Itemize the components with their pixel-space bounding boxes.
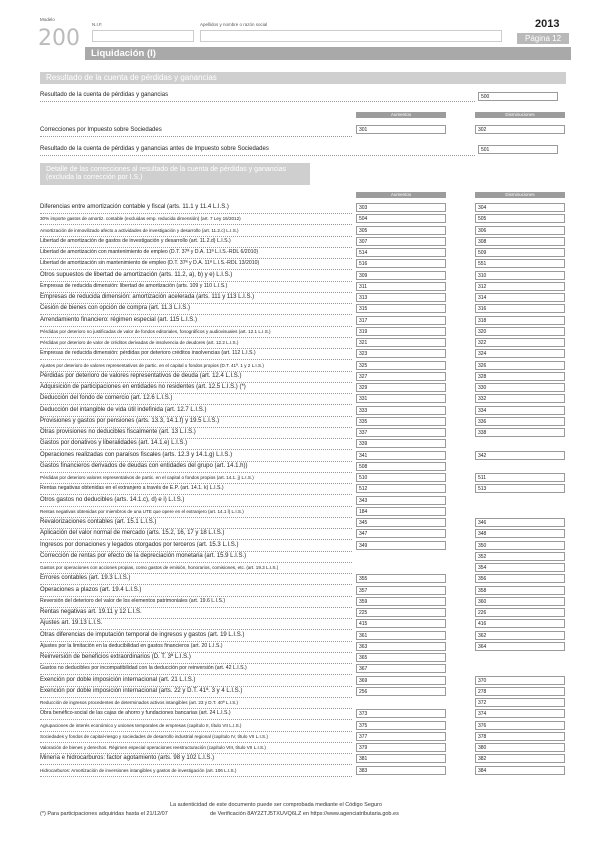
box-disminuciones-304[interactable]: 304 [475, 203, 565, 212]
box-aumentos-508[interactable]: 508 [356, 462, 446, 471]
page-badge: Página 12 [517, 33, 569, 44]
box-aumentos-363[interactable]: 363 [356, 642, 446, 651]
box-aumentos-329[interactable]: 329 [356, 383, 446, 392]
box-aumentos-184[interactable]: 184 [356, 507, 446, 516]
box-aumentos-516[interactable]: 516 [356, 259, 446, 268]
box-aumentos-504[interactable]: 504 [356, 214, 446, 223]
box-disminuciones-342[interactable]: 342 [475, 451, 565, 460]
box-disminuciones-316[interactable]: 316 [475, 304, 565, 313]
detail-row-label: Otros supuestos de libertad de amortización (arts. 11.2, a), b) y e) L.I.S.) [40, 270, 352, 282]
detail-row-label: 30% importe gastos de amortiz. contable (excluidas emp. reducida dimensión) (art. 7 Ley 16/2012) [40, 213, 352, 225]
box-disminuciones-362[interactable]: 362 [475, 631, 565, 640]
detail-row-label: Cesión de bienes con opción de compra (art. 11.3 L.I.S.) [40, 303, 352, 315]
detail-row-label: Amortización de inmovilizado afecto a actividades de investigación y desarrollo (art. 11.2.c) L.I.S.) [40, 225, 352, 237]
box-aumentos-341[interactable]: 341 [356, 451, 446, 460]
box-disminuciones-310[interactable]: 310 [475, 271, 565, 280]
model-label: Modelo [40, 17, 55, 22]
detail-row-label: Libertad de amortización con mantenimiento de empleo (D.T. 37ª y D.A. 11ª L.I.S.-RDL 6/2010) [40, 247, 352, 259]
box-aumentos-383[interactable]: 383 [356, 766, 446, 775]
box-disminuciones-511[interactable]: 511 [475, 473, 565, 482]
detail-row-label: Rentas negativas obtenidas por miembros de una UTE que opere en el extranjero (art. 14.1 l) L.I.S.) [40, 506, 352, 518]
detail-row-label: Adquisición de participaciones en entidades no residentes (art. 12.5 L.I.S.) (*) [40, 382, 352, 394]
box-aumentos-256[interactable]: 256 [356, 687, 446, 696]
box-aumentos-333[interactable]: 333 [356, 406, 446, 415]
box-aumentos-335[interactable]: 335 [356, 417, 446, 426]
box-aumentos-415[interactable]: 415 [356, 619, 446, 628]
detail-row-label: Gastos por operaciones con acciones propias, como gastos de emisión, honorarios, comisiones, etc. (art. 19.3 L.I.S.) [40, 562, 352, 574]
box-disminuciones-370[interactable]: 370 [475, 676, 565, 685]
detail-row-label: Exención por doble imposición internacional (art. 21 L.I.S.) [40, 675, 352, 687]
row-before-tax: Resultado de la cuenta de pérdidas y ganancias antes de Impuesto sobre Sociedades [40, 144, 475, 156]
detail-row-label: Empresas de reducida dimensión: pérdidas por deterioro créditos insolvencias (art. 112 L.I.S.) [40, 348, 352, 360]
detail-row-label: Gastos por donativos y liberalidades (art. 14.1.e) L.I.S.) [40, 438, 352, 450]
box-aumentos-377[interactable]: 377 [356, 732, 446, 741]
box-disminuciones-505[interactable]: 505 [475, 214, 565, 223]
box-aumentos-359[interactable]: 359 [356, 597, 446, 606]
box-aumentos-319[interactable]: 319 [356, 327, 446, 336]
detail-row-label: Pérdidas por deterioro de valor de créditos derivadas de insolvencia de deudores (art. 12.2 L.I.S.) [40, 337, 352, 349]
box-disminuciones-318[interactable]: 318 [475, 316, 565, 325]
box-disminuciones-322[interactable]: 322 [475, 338, 565, 347]
detail-row-label: Agrupaciones de interés económico y uniones temporales de empresas (capítulo II, título VII L.I.S.) [40, 720, 352, 732]
box-aumentos-343[interactable]: 343 [356, 496, 446, 505]
box-aumentos-367[interactable]: 367 [356, 664, 446, 673]
detail-row-label: Valoración de bienes y derechos. Régimen especial operaciones reestructuración (capítulo VIII, título VII L.I.S.) [40, 742, 352, 754]
box-disminuciones-314[interactable]: 314 [475, 293, 565, 302]
box-disminuciones-306[interactable]: 306 [475, 226, 565, 235]
detail-row-label: Rentas negativas art. 19.11 y 12 L.I.S. [40, 607, 352, 619]
row-correcciones: Correcciones por Impuesto sobre Sociedades [40, 125, 352, 137]
box-aumentos-375[interactable]: 375 [356, 721, 446, 730]
detail-row-label: Gastos financieros derivados de deudas con entidades del grupo (art. 14.1.h)) [40, 461, 352, 473]
box-aumentos-369[interactable]: 369 [356, 676, 446, 685]
box-disminuciones-360[interactable]: 360 [475, 597, 565, 606]
box-aumentos-323[interactable]: 323 [356, 349, 446, 358]
box-disminuciones-513[interactable]: 513 [475, 484, 565, 493]
box-aumentos-365[interactable]: 365 [356, 653, 446, 662]
detail-row-label: Libertad de amortización sin mantenimiento de empleo (D.T. 37ª y D.A. 11ª L.I.S.-RDL 13/2010) [40, 258, 352, 270]
detail-row-label: Libertad de amortización de gastos de investigación y desarrollo (art. 11.2.d) L.I.S.) [40, 236, 352, 248]
name-label: Apellidos y nombre o razón social [200, 22, 268, 27]
box-500[interactable]: 500 [478, 92, 558, 101]
box-aumentos-307[interactable]: 307 [356, 237, 446, 246]
box-aumentos-317[interactable]: 317 [356, 316, 446, 325]
col-aumentos-2: Aumentos [356, 192, 446, 198]
box-disminuciones-348[interactable]: 348 [475, 529, 565, 538]
section2-title: Detalle de las correcciones al resultado de la cuenta de pérdidas y ganancias (excluida la corrección por I.S.) [40, 163, 310, 185]
box-disminuciones-382[interactable]: 382 [475, 754, 565, 763]
detail-row-label: Pérdidas por deterioro no justificadas de valor de fondos editoriales, fonográficos y audiovisuales (art. 12.1 L.I.S.) [40, 326, 352, 338]
detail-row-label: Operaciones realizadas con paraísos fiscales (arts. 12.3 y 14.1.g) L.I.S.) [40, 450, 352, 462]
box-302[interactable]: 302 [475, 125, 565, 134]
box-aumentos-339[interactable]: 339 [356, 439, 446, 448]
box-aumentos-315[interactable]: 315 [356, 304, 446, 313]
box-aumentos-361[interactable]: 361 [356, 631, 446, 640]
box-aumentos-510[interactable]: 510 [356, 473, 446, 482]
box-disminuciones-326[interactable]: 326 [475, 361, 565, 370]
name-field[interactable] [200, 30, 502, 42]
col-aumentos-1: Aumentos [356, 112, 446, 118]
detail-row-label: Empresas de reducida dimensión: amortización acelerada (arts. 111 y 113 L.I.S.) [40, 292, 352, 304]
box-aumentos-331[interactable]: 331 [356, 394, 446, 403]
detail-row-label: Gastos no deducibles por incompatibilidad con la deducción por reinversión (art. 42 L.I.S.) [40, 663, 352, 675]
box-aumentos-337[interactable]: 337 [356, 428, 446, 437]
box-aumentos-514[interactable]: 514 [356, 248, 446, 257]
detail-row-label: Otras provisiones no deducibles fiscalmente (art. 13 L.I.S.) [40, 427, 352, 439]
detail-row-label: Sociedades y fondos de capital-riesgo y sociedades de desarrollo industrial regional (capítulo IV, título VII L.I.S.) [40, 731, 352, 743]
col-disminuciones-2: Disminuciones [475, 192, 565, 198]
box-aumentos-313[interactable]: 313 [356, 293, 446, 302]
row-resultado: Resultado de la cuenta de pérdidas y ganancias [40, 90, 475, 102]
box-disminuciones-336[interactable]: 336 [475, 417, 565, 426]
box-disminuciones-358[interactable]: 358 [475, 586, 565, 595]
box-disminuciones-372[interactable]: 372 [475, 698, 565, 707]
box-disminuciones-354[interactable]: 354 [475, 563, 565, 572]
box-aumentos-381[interactable]: 381 [356, 754, 446, 763]
detail-row-label: Ajustes por la limitación en la deducibilidad en gastos financieros (art. 20 L.I.S.) [40, 641, 352, 653]
detail-row-label: Deducción del fondo de comercio (art. 12.6 L.I.S.) [40, 393, 352, 405]
detail-row-label: Otros gastos no deducibles (arts. 14.1.c), d) e i) L.I.S.) [40, 495, 352, 507]
nif-label: N.I.F. [92, 22, 103, 27]
box-disminuciones-364[interactable]: 364 [475, 642, 565, 651]
box-disminuciones-346[interactable]: 346 [475, 518, 565, 527]
detail-row-label: Reducción de ingresos procedentes de determinados activos intangibles (art. 23 y D.T. 40ª L.I.S.) [40, 697, 352, 709]
box-disminuciones-308[interactable]: 308 [475, 237, 565, 246]
box-disminuciones-509[interactable]: 509 [475, 248, 565, 257]
box-aumentos-309[interactable]: 309 [356, 271, 446, 280]
box-aumentos-305[interactable]: 305 [356, 226, 446, 235]
box-aumentos-311[interactable]: 311 [356, 282, 446, 291]
box-disminuciones-338[interactable]: 338 [475, 428, 565, 437]
box-disminuciones-324[interactable]: 324 [475, 349, 565, 358]
detail-row-label: Reversión del deterioro del valor de los elementos patrimoniales (art. 19.6 L.I.S.) [40, 596, 352, 608]
detail-row-label: Hidrocarburos: Amortización de inversiones intangibles y gastos de investigación (art. 106 L.I.S.) [40, 765, 352, 777]
detail-row-label: Ajustes por deterioro de valores representativos de partic. en el capital o fondos propios (D.T. 41ª. 1 y 2 L.I.S.) [40, 360, 352, 372]
detail-row-label: Diferencias entre amortización contable y fiscal (arts. 11.1 y 11.4 L.I.S.) [40, 202, 352, 214]
box-aumentos-303[interactable]: 303 [356, 203, 446, 212]
box-aumentos-225[interactable]: 225 [356, 608, 446, 617]
section1-title: Resultado de la cuenta de pérdidas y ganancias [40, 72, 566, 84]
footer-verify: de Verificación 8AY2ZTJ5TXUVQ6LZ en https://www.agenciatributaria.gob.es [210, 811, 399, 817]
detail-row-label: Pérdidas por deterioro valores representativos de partic. en el capital o fondos propios (art. 14.1. j) L.I.S.) [40, 472, 352, 484]
detail-row-label: Deducción del intangible de vida útil indefinida (art. 12.7 L.I.S.) [40, 405, 352, 417]
box-aumentos-373[interactable]: 373 [356, 709, 446, 718]
detail-row-label: Reinversión de beneficios extraordinarios (D. T. 3ª L.I.S.) [40, 652, 352, 664]
box-disminuciones-226[interactable]: 226 [475, 608, 565, 617]
detail-row-label: Operaciones a plazos (art. 19.4 L.I.S.) [40, 585, 352, 597]
box-disminuciones-374[interactable]: 374 [475, 709, 565, 718]
detail-row-label: Corrección de rentas por efecto de la depreciación monetaria (art. 15.9 L.I.S.) [40, 551, 352, 563]
box-disminuciones-328[interactable]: 328 [475, 372, 565, 381]
box-disminuciones-378[interactable]: 378 [475, 732, 565, 741]
box-aumentos-355[interactable]: 355 [356, 574, 446, 583]
box-disminuciones-356[interactable]: 356 [475, 574, 565, 583]
detail-row-label: Ajustes art. 19.13 L.I.S. [40, 618, 352, 630]
box-301[interactable]: 301 [356, 125, 446, 134]
box-aumentos-512[interactable]: 512 [356, 484, 446, 493]
box-disminuciones-334[interactable]: 334 [475, 406, 565, 415]
detail-row-label: Otras diferencias de imputación temporal de ingresos y gastos (art. 19 L.I.S.) [40, 630, 352, 642]
box-disminuciones-416[interactable]: 416 [475, 619, 565, 628]
box-disminuciones-376[interactable]: 376 [475, 721, 565, 730]
detail-row-label: Errores contables (art. 19.3 L.I.S.) [40, 573, 352, 585]
box-aumentos-327[interactable]: 327 [356, 372, 446, 381]
detail-row-label: Rentas negativas obtenidas en el extranjero a través de E.P. (art. 14.1. k) L.I.S.) [40, 483, 352, 495]
box-disminuciones-320[interactable]: 320 [475, 327, 565, 336]
box-501[interactable]: 501 [478, 145, 558, 154]
detail-row-label: Arrendamiento financiero: régimen especial (art. 115 L.I.S.) [40, 315, 352, 327]
box-disminuciones-332[interactable]: 332 [475, 394, 565, 403]
model-number: 200 [38, 26, 80, 51]
box-disminuciones-384[interactable]: 384 [475, 766, 565, 775]
box-aumentos-345[interactable]: 345 [356, 518, 446, 527]
detail-row-label: Obra benéfico-social de las cajas de ahorro y fundaciones bancarias (art. 24 L.I.S.) [40, 708, 352, 720]
box-disminuciones-350[interactable]: 350 [475, 541, 565, 550]
box-aumentos-349[interactable]: 349 [356, 541, 446, 550]
box-aumentos-325[interactable]: 325 [356, 361, 446, 370]
box-disminuciones-551[interactable]: 551 [475, 259, 565, 268]
detail-row-label: Pérdidas por deterioro de valores representativos de deuda (art. 12.4 L.I.S.) [40, 371, 352, 383]
page-title: Liquidación (I) [85, 47, 571, 60]
detail-row-label: Minería e hidrocarburos: factor agotamiento (arts. 98 y 102 L.I.S.) [40, 753, 352, 765]
detail-row-label: Ingresos por donaciones y legados otorgados por terceros (art. 15.3 L.I.S.) [40, 540, 352, 552]
detail-row-label: Provisiones y gastos por pensiones (arts. 13.3, 14.1.f) y 19.5 L.I.S.) [40, 416, 352, 428]
box-aumentos-357[interactable]: 357 [356, 586, 446, 595]
footer-auth: La autenticidad de este documento puede ser comprobada mediante el Código Seguro [170, 802, 382, 808]
footer-note: (*) Para participaciones adquiridas hasta el 21/12/07 [40, 811, 168, 817]
detail-row-label: Empresas de reducida dimensión: libertad de amortización (arts. 109 y 110 L.I.S.) [40, 281, 352, 293]
box-aumentos-321[interactable]: 321 [356, 338, 446, 347]
nif-field[interactable] [92, 30, 194, 42]
detail-row-label: Revalorizaciones contables (art. 15.1 L.I.S.) [40, 517, 352, 529]
box-disminuciones-352[interactable]: 352 [475, 552, 565, 561]
detail-row-label: Exención por doble imposición internacional (arts. 22 y D.T. 41ª. 3 y 4 L.I.S.) [40, 686, 352, 698]
fiscal-year: 2013 [535, 18, 560, 30]
box-aumentos-379[interactable]: 379 [356, 743, 446, 752]
box-disminuciones-380[interactable]: 380 [475, 743, 565, 752]
box-disminuciones-312[interactable]: 312 [475, 282, 565, 291]
col-disminuciones-1: Disminuciones [475, 112, 565, 118]
box-aumentos-347[interactable]: 347 [356, 529, 446, 538]
box-disminuciones-330[interactable]: 330 [475, 383, 565, 392]
box-disminuciones-278[interactable]: 278 [475, 687, 565, 696]
detail-row-label: Aplicación del valor normal de mercado (arts. 15.2, 16, 17 y 18 L.I.S.) [40, 528, 352, 540]
